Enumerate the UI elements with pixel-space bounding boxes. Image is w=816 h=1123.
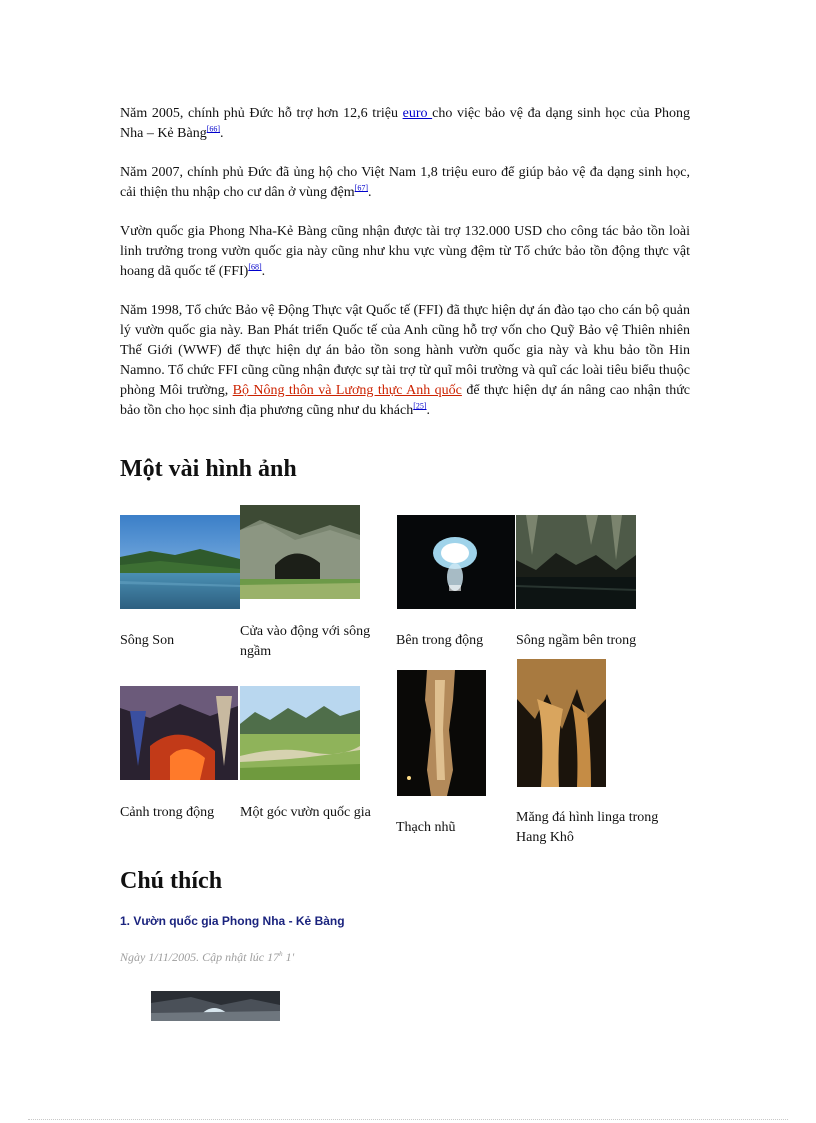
paragraph-text: Năm 1998, Tổ chức Bảo vệ Động Thực vật Quốc tế (FFI) đã thực hiện dự án đào tạo cho cán bộ quản lý vườn quốc gia này. Ban Phát triển Quốc tế của Anh cũng hỗ trợ vốn cho Quỹ Bảo vệ Thiên nhiên Thế Giới (WWF) để thực hiện dự án bảo tồn song hành vườn quốc gia này và khu bảo tồn Hin Namno. Tổ chức FFI cũng cũng nhận được sự tài trợ từ quĩ môi trường và quĩ các loài tiêu biểu thuộc phòng Môi trường,: [120, 303, 690, 398]
cave-thumbnail-image: [151, 991, 280, 1021]
photo-note-thumbnail[interactable]: [151, 991, 280, 1021]
underground-river-image: [516, 515, 636, 609]
photo-cave-scene[interactable]: [120, 686, 238, 780]
stalactite-image: [397, 670, 486, 796]
paragraph-text: Năm 2007, chính phủ Đức đã ủng hộ cho Việt Nam 1,8 triệu euro để giúp bảo vệ đa dạng sinh học, cải thiện thu nhập cho cư dân ở vùng đệm: [120, 165, 690, 200]
cave-entrance-image: [240, 505, 360, 599]
note-date-sup: h: [279, 950, 283, 958]
photo-park-corner[interactable]: [240, 686, 360, 780]
page-bottom-rule: [28, 1119, 788, 1120]
note-date: [120, 950, 294, 965]
caption-inside-cave: Bên trong động: [396, 633, 484, 648]
photo-linga-stalagmite[interactable]: [517, 659, 606, 787]
citation-25-link[interactable]: [25]: [413, 401, 427, 411]
paragraph-text: .: [426, 403, 431, 418]
gallery-heading: Một vài hình ảnh: [120, 456, 297, 482]
citation-66-link[interactable]: [66]: [206, 124, 221, 134]
caption-underground-river: Sông ngầm bên trong: [516, 633, 637, 648]
paragraph-1998-projects: [120, 301, 690, 421]
paragraph-text: .: [367, 185, 372, 200]
paragraph-text: để thực hiện dự án nâng cao nhận thức bảo tồn cho học sinh địa phương cũng như du khách: [120, 383, 691, 418]
caption-linga-stalagmite: Măng đá hình linga trong Hang Khô: [516, 810, 659, 845]
river-landscape-image: [120, 515, 240, 609]
note-item-title[interactable]: 1. Vườn quốc gia Phong Nha - Kẻ Bàng: [120, 914, 345, 928]
caption-song-son: Sông Son: [120, 633, 175, 648]
cave-light-image: [397, 515, 515, 609]
photo-song-son[interactable]: [120, 515, 240, 609]
paragraph-text: .: [220, 126, 224, 141]
euro-link[interactable]: euro: [402, 106, 433, 121]
paragraph-text: cho việc bảo vệ đa dạng sinh học của Phong Nha – Kẻ Bàng: [120, 106, 690, 141]
paragraph-text: .: [261, 264, 266, 279]
citation-68-link[interactable]: [68]: [248, 262, 262, 272]
photo-cave-entrance[interactable]: [240, 505, 360, 599]
paragraph-2007-funding: [120, 163, 690, 203]
caption-stalactites: Thạch nhũ: [396, 820, 456, 835]
paragraph-text: Năm 2005, chính phủ Đức hỗ trợ hơn 12,6 triệu: [120, 106, 403, 121]
cave-scene-image: [120, 686, 238, 780]
caption-park-corner: Một góc vườn quốc gia: [240, 805, 371, 820]
photo-stalactites[interactable]: [397, 670, 486, 796]
stalagmite-image: [517, 659, 606, 787]
paragraph-primate-funding: [120, 222, 690, 282]
note-date-suffix: 1': [282, 950, 295, 964]
caption-cave-entrance: Cửa vào động với sông ngầm: [240, 624, 371, 659]
photo-underground-river[interactable]: [516, 515, 636, 609]
photo-inside-cave[interactable]: [397, 515, 515, 609]
uk-ministry-link[interactable]: Bộ Nông thôn và Lương thực Anh quốc: [232, 383, 462, 398]
citation-67-link[interactable]: [67]: [354, 183, 368, 193]
caption-cave-scene: Cảnh trong động: [120, 805, 215, 820]
paragraph-text: Vườn quốc gia Phong Nha-Kẻ Bàng cũng nhận được tài trợ 132.000 USD cho công tác bảo tồn loài linh trưởng trong vườn quốc gia này cũng như khu vực vùng đệm từ Tổ chức bảo tồn động thực vật hoang dã quốc tế (FFI): [120, 224, 690, 279]
park-valley-image: [240, 686, 360, 780]
paragraph-2005-funding: [120, 104, 690, 144]
notes-heading: Chú thích: [120, 868, 223, 894]
note-date-text: Ngày 1/11/2005. Cập nhật lúc 17: [120, 950, 280, 964]
